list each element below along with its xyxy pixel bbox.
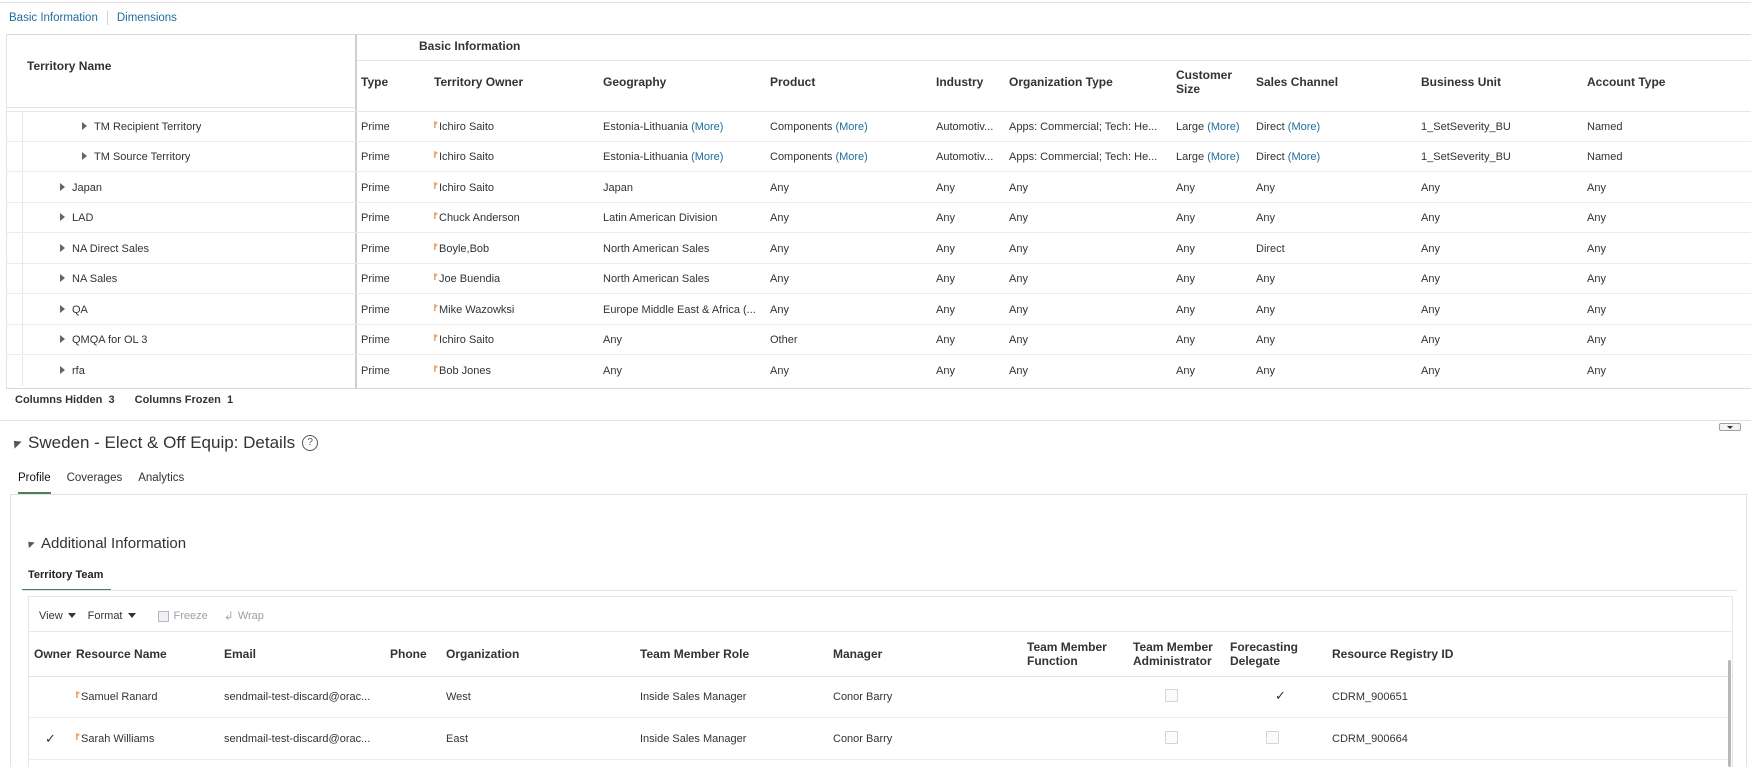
columns-hidden-value: 3	[108, 394, 115, 406]
territory-name[interactable]: Japan	[72, 182, 102, 194]
territory-name[interactable]: QMQA for OL 3	[72, 334, 148, 346]
cell-org-type: Any	[1009, 212, 1028, 224]
cell-owner: Ichiro Saito	[439, 121, 495, 133]
more-link[interactable]: (More)	[1287, 151, 1321, 163]
collapse-pane-button[interactable]	[1719, 423, 1741, 431]
cell-sales-channel: Any	[1256, 304, 1275, 316]
format-menu[interactable]: Format	[88, 610, 136, 622]
team-toolbar	[39, 609, 264, 623]
cell-geography: Estonia-Lithuania	[603, 151, 689, 163]
table-row[interactable]	[7, 325, 1751, 355]
header-line-2: Function	[1027, 654, 1078, 668]
cell-account-type: Any	[1587, 243, 1606, 255]
header-phone[interactable]: Phone	[390, 647, 427, 661]
cell-industry: Any	[936, 182, 955, 194]
header-team-member-administrator[interactable]	[1133, 640, 1213, 668]
header-owner[interactable]: Owner	[34, 647, 72, 661]
details-header	[11, 433, 318, 453]
cell-org-type: Apps: Commercial; Tech: He...	[1009, 151, 1158, 163]
cell-owner: Mike Wazowksi	[439, 304, 515, 316]
cell-customer-size: Any	[1176, 365, 1195, 377]
territory-name[interactable]: TM Recipient Territory	[94, 121, 202, 133]
cell-org-type: Any	[1009, 273, 1028, 285]
toolbar-divider	[28, 631, 1733, 632]
cell-geography: North American Sales	[603, 243, 710, 255]
cell-business-unit: Any	[1421, 212, 1440, 224]
cell-business-unit: Any	[1421, 243, 1440, 255]
cell-business-unit: 1_SetSeverity_BU	[1421, 151, 1511, 163]
details-title: Sweden - Elect & Off Equip: Details	[28, 433, 296, 452]
cell-team-member-role: Inside Sales Manager	[640, 733, 747, 745]
cell-org-type: Any	[1009, 243, 1028, 255]
cell-resource-registry-id: CDRM_900651	[1332, 691, 1408, 703]
more-link[interactable]: (More)	[835, 151, 868, 163]
owner-flag-icon	[434, 121, 438, 128]
cell-org-type: Any	[1009, 365, 1028, 377]
resource-flag-icon	[76, 733, 80, 740]
cell-sales-channel: Any	[1256, 334, 1275, 346]
vertical-scrollbar[interactable]	[1728, 660, 1731, 767]
cell-manager: Conor Barry	[833, 733, 893, 745]
expand-triangle-icon[interactable]	[82, 152, 87, 160]
disclosure-icon[interactable]	[10, 437, 21, 448]
cell-account-type: Any	[1587, 212, 1606, 224]
expand-triangle-icon[interactable]	[82, 122, 87, 130]
cell-product: Any	[770, 212, 789, 224]
freeze-icon	[158, 611, 169, 622]
cell-industry: Any	[936, 365, 955, 377]
cell-product: Components	[770, 151, 833, 163]
row-gutter	[7, 234, 23, 264]
cell-industry: Any	[936, 304, 955, 316]
cell-organization: West	[446, 691, 471, 703]
cell-customer-size: Any	[1176, 304, 1195, 316]
header-resource-registry-id[interactable]: Resource Registry ID	[1332, 647, 1454, 661]
cell-industry: Any	[936, 243, 955, 255]
cell-type: Prime	[361, 304, 390, 316]
table-row[interactable]	[28, 677, 1733, 718]
owner-flag-icon	[434, 334, 438, 341]
cell-type: Prime	[361, 243, 390, 255]
territory-name[interactable]: rfa	[72, 365, 85, 377]
cell-manager: Conor Barry	[833, 691, 893, 703]
expand-triangle-icon[interactable]	[60, 366, 65, 374]
cell-resource-name[interactable]: Samuel Ranard	[81, 691, 158, 703]
cell-resource-name[interactable]: Sarah Williams	[81, 733, 155, 745]
header-forecasting-delegate[interactable]	[1230, 640, 1298, 668]
cell-owner: Chuck Anderson	[439, 212, 520, 224]
cell-product: Other	[770, 334, 798, 346]
row-gutter	[7, 203, 23, 233]
header-organization-type[interactable]: Organization Type	[1009, 75, 1113, 89]
cell-org-type: Any	[1009, 304, 1028, 316]
details-tabs	[18, 472, 200, 494]
cell-org-type: Any	[1009, 182, 1028, 194]
header-line-1: Team Member	[1133, 640, 1213, 654]
cell-sales-channel: Direct	[1256, 151, 1285, 163]
more-link[interactable]: (More)	[691, 151, 724, 163]
territory-name[interactable]: NA Sales	[72, 273, 118, 285]
header-customer-size[interactable]: Customer Size	[1176, 68, 1233, 96]
tab-basic-information[interactable]: Basic Information	[9, 12, 98, 24]
cell-type: Prime	[361, 182, 390, 194]
cell-owner: Boyle,Bob	[439, 243, 490, 255]
header-industry[interactable]: Industry	[936, 75, 984, 89]
header-resource-name[interactable]: Resource Name	[76, 647, 167, 661]
cell-email: sendmail-test-discard@orac...	[224, 691, 371, 703]
more-link[interactable]: (More)	[1207, 121, 1240, 133]
territory-name[interactable]: TM Source Territory	[94, 151, 191, 163]
row-gutter	[7, 142, 23, 172]
owner-check: ✓	[45, 731, 56, 746]
more-link[interactable]: (More)	[1207, 151, 1240, 163]
cell-business-unit: Any	[1421, 182, 1440, 194]
cell-owner: Joe Buendia	[439, 273, 501, 285]
cell-product: Components	[770, 121, 833, 133]
row-gutter	[7, 295, 23, 325]
owner-flag-icon	[434, 273, 438, 280]
cell-product: Any	[770, 182, 789, 194]
owner-flag-icon	[434, 151, 438, 158]
table-row[interactable]	[7, 112, 1751, 142]
help-icon[interactable]: ?	[302, 435, 318, 451]
cell-geography: Europe Middle East & Africa (...	[603, 304, 756, 316]
owner-flag-icon	[434, 212, 438, 219]
cell-type: Prime	[361, 273, 390, 285]
cell-account-type: Named	[1587, 151, 1623, 163]
cell-org-type: Any	[1009, 334, 1028, 346]
row-gutter	[7, 112, 23, 142]
cell-customer-size: Any	[1176, 334, 1195, 346]
table-row[interactable]	[28, 719, 1733, 760]
table-row[interactable]	[7, 264, 1751, 294]
delegate-check: ✓	[1275, 688, 1286, 703]
columns-frozen-label: Columns Frozen	[134, 394, 221, 406]
cell-account-type: Any	[1587, 334, 1606, 346]
pane-splitter[interactable]	[0, 420, 1751, 421]
row-gutter	[7, 264, 23, 294]
table-row[interactable]	[7, 173, 1751, 203]
header-account-type[interactable]: Account Type	[1587, 75, 1666, 89]
table-row[interactable]	[7, 203, 1751, 233]
tab-dimensions[interactable]: Dimensions	[116, 12, 177, 24]
columns-frozen	[135, 394, 233, 406]
expand-triangle-icon[interactable]	[60, 335, 65, 343]
columns-frozen-value: 1	[226, 394, 234, 406]
cell-industry: Automotiv...	[936, 121, 994, 133]
header-email[interactable]: Email	[224, 647, 257, 661]
cell-product: Any	[770, 243, 789, 255]
territory-name[interactable]: LAD	[72, 212, 94, 224]
header-line-2: Delegate	[1230, 654, 1281, 668]
owner-flag-icon	[434, 304, 438, 311]
tab-separator	[107, 11, 108, 25]
more-link[interactable]: (More)	[1287, 121, 1321, 133]
expand-triangle-icon[interactable]	[60, 183, 65, 191]
cell-sales-channel: Any	[1256, 212, 1275, 224]
columns-hidden-label: Columns Hidden	[15, 394, 103, 406]
cell-business-unit: Any	[1421, 365, 1440, 377]
cell-team-member-role: Inside Sales Manager	[640, 691, 747, 703]
cell-type: Prime	[361, 212, 390, 224]
header-sales-channel[interactable]: Sales Channel	[1256, 75, 1339, 89]
cell-account-type: Any	[1587, 304, 1606, 316]
top-border	[0, 2, 1751, 3]
cell-geography: Estonia-Lithuania	[603, 121, 689, 133]
owner-flag-icon	[434, 243, 438, 250]
freeze-label: Freeze	[173, 610, 208, 622]
cell-customer-size: Large	[1176, 121, 1205, 133]
cell-account-type: Any	[1587, 365, 1606, 377]
cell-owner: Bob Jones	[439, 365, 491, 377]
expand-triangle-icon[interactable]	[60, 244, 65, 252]
administrator-checkbox[interactable]	[1165, 731, 1178, 744]
cell-industry: Any	[936, 334, 955, 346]
table-row[interactable]	[7, 356, 1751, 386]
expand-triangle-icon[interactable]	[60, 213, 65, 221]
cell-resource-registry-id: CDRM_900664	[1332, 733, 1408, 745]
tab-profile[interactable]: Profile	[18, 472, 51, 494]
subtab-underline	[22, 590, 1737, 591]
wrap-label: Wrap	[237, 610, 264, 622]
row-gutter	[7, 356, 23, 386]
cell-customer-size: Large	[1176, 151, 1205, 163]
table-row[interactable]	[7, 142, 1751, 172]
cell-org-type: Apps: Commercial; Tech: He...	[1009, 121, 1158, 133]
header-type[interactable]: Type	[361, 75, 389, 89]
territory-table	[6, 34, 1751, 389]
header-geography[interactable]: Geography	[603, 75, 667, 89]
expand-triangle-icon[interactable]	[60, 274, 65, 282]
cell-business-unit: Any	[1421, 304, 1440, 316]
wrap-icon: ↲	[223, 609, 234, 623]
cell-email: sendmail-test-discard@orac...	[224, 733, 371, 745]
tab-territory-team[interactable]: Territory Team	[22, 569, 111, 591]
cell-account-type: Any	[1587, 273, 1606, 285]
cell-owner: Ichiro Saito	[439, 151, 495, 163]
administrator-checkbox[interactable]	[1165, 689, 1178, 702]
cell-owner: Ichiro Saito	[439, 334, 495, 346]
header-team-member-function[interactable]	[1027, 640, 1107, 668]
header-territory-owner[interactable]: Territory Owner	[434, 75, 524, 89]
chevron-down-icon	[1727, 426, 1733, 429]
expand-triangle-icon[interactable]	[60, 305, 65, 313]
header-business-unit[interactable]: Business Unit	[1421, 75, 1502, 89]
disclosure-icon[interactable]	[25, 539, 34, 548]
cell-sales-channel: Any	[1256, 182, 1275, 194]
header-group-basic-information: Basic Information	[419, 39, 521, 53]
cell-customer-size: Any	[1176, 212, 1195, 224]
section-title: Additional Information	[41, 535, 187, 552]
top-tab-bar	[9, 11, 177, 25]
territory-name[interactable]: QA	[72, 304, 88, 316]
header-manager[interactable]: Manager	[833, 647, 883, 661]
table-row[interactable]	[7, 234, 1751, 264]
cell-sales-channel: Any	[1256, 365, 1275, 377]
owner-flag-icon	[434, 365, 438, 372]
cell-product: Any	[770, 304, 789, 316]
header-line-1: Team Member	[1027, 640, 1107, 654]
cell-geography: Any	[603, 365, 622, 377]
header-organization[interactable]: Organization	[446, 647, 520, 661]
more-link[interactable]: (More)	[835, 121, 868, 133]
cell-account-type: Any	[1587, 182, 1606, 194]
additional-information-header	[26, 535, 186, 552]
cell-business-unit: 1_SetSeverity_BU	[1421, 121, 1511, 133]
cell-industry: Any	[936, 212, 955, 224]
cell-type: Prime	[361, 151, 390, 163]
delegate-checkbox[interactable]	[1266, 731, 1279, 744]
cell-type: Prime	[361, 365, 390, 377]
cell-product: Any	[770, 273, 789, 285]
row-gutter	[7, 173, 23, 203]
cell-business-unit: Any	[1421, 334, 1440, 346]
columns-hidden	[15, 394, 115, 406]
header-team-member-role[interactable]: Team Member Role	[640, 647, 750, 661]
cell-type: Prime	[361, 121, 390, 133]
cell-owner: Ichiro Saito	[439, 182, 495, 194]
view-menu[interactable]: View	[39, 610, 76, 622]
cell-customer-size: Any	[1176, 182, 1195, 194]
tab-coverages[interactable]: Coverages	[66, 472, 123, 484]
row-gutter	[7, 325, 23, 355]
cell-customer-size: Any	[1176, 273, 1195, 285]
cell-account-type: Named	[1587, 121, 1623, 133]
cell-type: Prime	[361, 334, 390, 346]
header-group-line	[357, 60, 1751, 61]
territory-name[interactable]: NA Direct Sales	[72, 243, 150, 255]
freeze-button[interactable]	[158, 610, 208, 622]
cell-customer-size: Any	[1176, 243, 1195, 255]
owner-flag-icon	[434, 182, 438, 189]
cell-product: Any	[770, 365, 789, 377]
header-line-2: Administrator	[1133, 654, 1212, 668]
cell-geography: Japan	[603, 182, 633, 194]
wrap-button[interactable]	[224, 609, 264, 623]
cell-organization: East	[446, 733, 469, 745]
header-product[interactable]: Product	[770, 75, 816, 89]
cell-geography: North American Sales	[603, 273, 710, 285]
more-link[interactable]: (More)	[691, 121, 724, 133]
cell-sales-channel: Direct	[1256, 121, 1285, 133]
tab-analytics[interactable]: Analytics	[138, 472, 185, 484]
cell-geography: Any	[603, 334, 622, 346]
cell-sales-channel: Direct	[1256, 243, 1285, 255]
cell-industry: Any	[936, 273, 955, 285]
cell-business-unit: Any	[1421, 273, 1440, 285]
cell-geography: Latin American Division	[603, 212, 718, 224]
header-bottom-line-left	[7, 107, 355, 108]
resource-flag-icon	[76, 691, 80, 698]
table-status-bar	[15, 394, 233, 406]
cell-industry: Automotiv...	[936, 151, 994, 163]
header-line-1: Forecasting	[1230, 640, 1299, 654]
header-territory-name[interactable]: Territory Name	[27, 59, 112, 73]
cell-sales-channel: Any	[1256, 273, 1275, 285]
table-row[interactable]	[7, 295, 1751, 325]
